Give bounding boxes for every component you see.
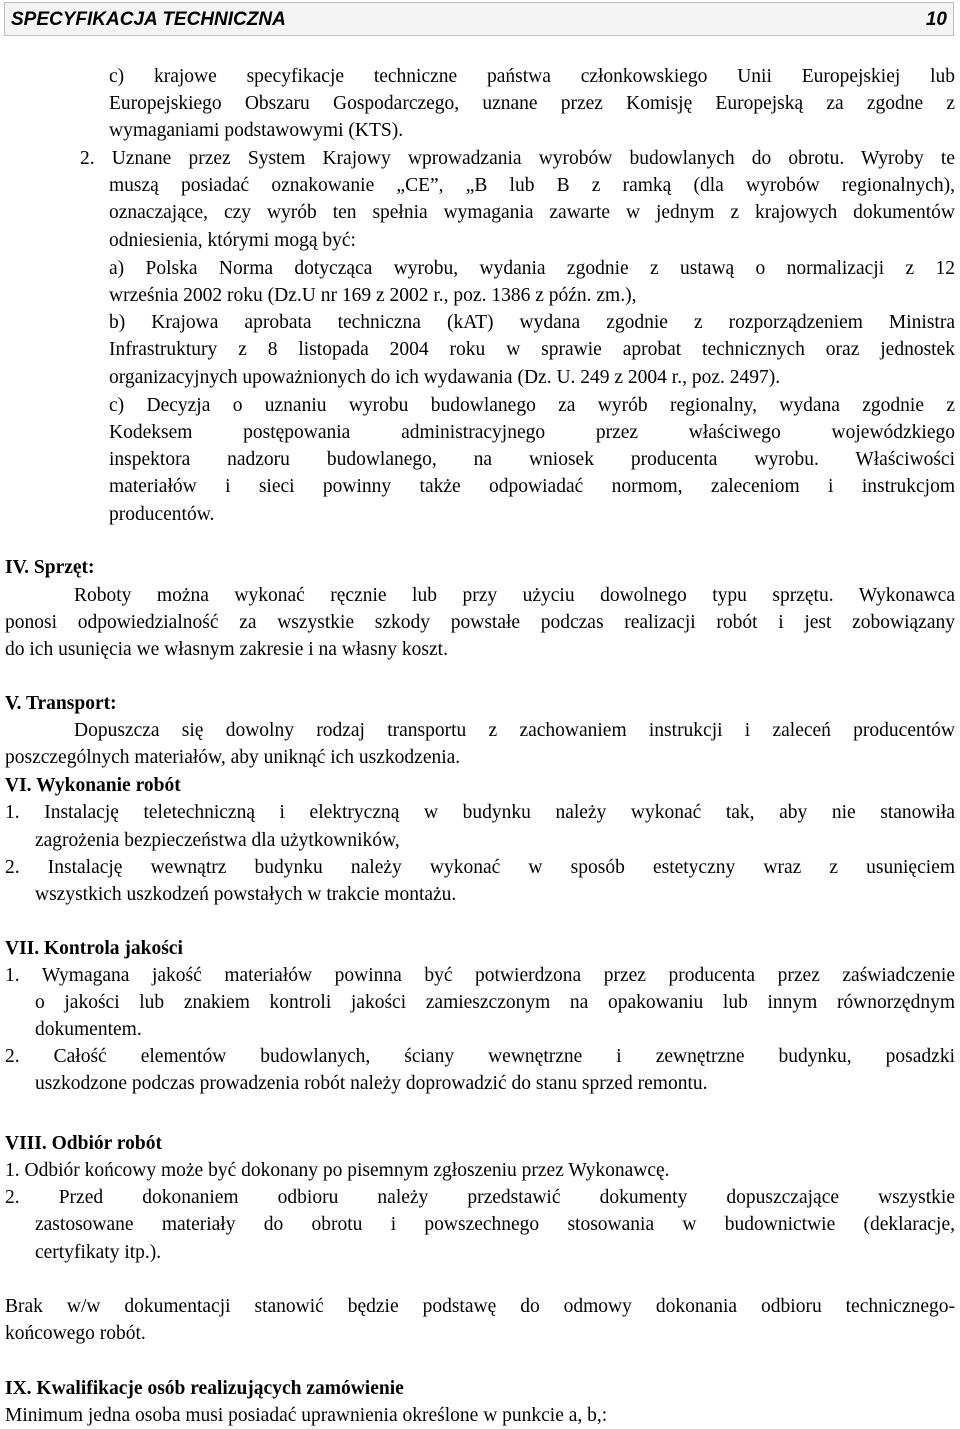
header-title: SPECYFIKACJA TECHNICZNA	[11, 9, 286, 30]
text-line: Dopuszcza się dowolny rodzaj transportu z zachowaniem instrukcji i zaleceń producentów	[74, 720, 955, 741]
text-line: Europejskiego Obszaru Gospodarczego, uznane przez Komisję Europejską za zgodne z	[109, 93, 955, 114]
section-heading: V. Transport:	[5, 693, 117, 714]
text-line: Kodeksem postępowania administracyjnego przez właściwego wojewódzkiego	[109, 422, 955, 443]
text-line: ponosi odpowiedzialność za wszystkie szkody powstałe podczas realizacji robót i jest zobowiązany	[5, 612, 955, 633]
text-line: producentów.	[109, 504, 215, 525]
text-line: dokumentem.	[35, 1019, 142, 1040]
text-line: wymaganiami podstawowymi (KTS).	[109, 120, 404, 141]
text-line: poszczególnych materiałów, aby uniknąć ich uszkodzenia.	[5, 747, 461, 768]
list-item: a) Polska Norma dotycząca wyrobu, wydania zgodnie z ustawą o normalizacji z 12	[109, 258, 955, 279]
list-item: 2. Instalację wewnątrz budynku należy wykonać w sposób estetyczny wraz z usunięciem	[5, 857, 955, 878]
page-header	[4, 2, 954, 36]
text-line: Brak w/w dokumentacji stanowić będzie podstawę do odmowy dokonania odbioru technicznego-	[5, 1296, 955, 1317]
list-item: 1. Instalację teletechniczną i elektryczną w budynku należy wykonać tak, aby nie stanowiła	[5, 802, 955, 823]
section-heading: VIII. Odbiór robót	[5, 1133, 162, 1154]
list-item: 1. Odbiór końcowy może być dokonany po pisemnym zgłoszeniu przez Wykonawcę.	[5, 1160, 670, 1181]
list-item: 2. Całość elementów budowlanych, ściany wewnętrzne i zewnętrzne budynku, posadzki	[5, 1046, 955, 1067]
text-line: 2. Uznane przez System Krajowy wprowadzania wyrobów budowlanych do obrotu. Wyroby te	[80, 148, 955, 169]
text-line: wszystkich uszkodzeń powstałych w trakcie montażu.	[35, 884, 457, 905]
text-line: uszkodzone podczas prowadzenia robót należy doprowadzić do stanu sprzed remontu.	[35, 1073, 708, 1094]
text-line: Minimum jedna osoba musi posiadać uprawnienia określone w punkcie a, b,:	[5, 1405, 608, 1426]
text-line: oznaczające, czy wyrób ten spełnia wymagania zawarte w jednym z krajowych dokumentów	[109, 202, 955, 223]
text-line: o jakości lub znakiem kontroli jakości zamieszczonym na opakowaniu lub innym równorzędnym	[35, 992, 955, 1013]
text-line: muszą posiadać oznakowanie „CE”, „B lub B z ramką (dla wyrobów regionalnych),	[109, 175, 955, 196]
page-number: 10	[925, 9, 947, 30]
text-line: do ich usunięcia we własnym zakresie i na własny koszt.	[5, 639, 448, 660]
text-line: zagrożenia bezpieczeństwa dla użytkowników,	[35, 830, 400, 851]
text-line: odniesienia, którymi mogą być:	[109, 230, 356, 251]
text-line: organizacyjnych upoważnionych do ich wydawania (Dz. U. 249 z 2004 r., poz. 2497).	[109, 367, 781, 388]
text-line: Roboty można wykonać ręcznie lub przy użyciu dowolnego typu sprzętu. Wykonawca	[74, 585, 955, 606]
list-item: 2. Przed dokonaniem odbioru należy przedstawić dokumenty dopuszczające wszystkie	[5, 1187, 955, 1208]
section-heading: VII. Kontrola jakości	[5, 938, 183, 959]
text-line: materiałów i sieci powinny także odpowiadać normom, zaleceniom i instrukcjom	[109, 476, 955, 497]
text-line: certyfikaty itp.).	[35, 1242, 162, 1263]
text-line: września 2002 roku (Dz.U nr 169 z 2002 r., poz. 1386 z późn. zm.),	[109, 285, 637, 306]
text-line: c) krajowe specyfikacje techniczne państwa członkowskiego Unii Europejskiej lub	[109, 66, 955, 87]
list-item: 1. Wymagana jakość materiałów powinna być potwierdzona przez producenta przez zaświadczenie	[5, 965, 955, 986]
text-line: Infrastruktury z 8 listopada 2004 roku w sprawie aprobat technicznych oraz jednostek	[109, 339, 955, 360]
list-item: c) Decyzja o uznaniu wyrobu budowlanego za wyrób regionalny, wydana zgodnie z	[109, 395, 955, 416]
section-heading: IV. Sprzęt:	[5, 557, 95, 578]
text-line: końcowego robót.	[5, 1323, 146, 1344]
section-heading: VI. Wykonanie robót	[5, 775, 181, 796]
text-line: inspektora nadzoru budowlanego, na wniosek producenta wyrobu. Właściwości	[109, 449, 955, 470]
section-heading: IX. Kwalifikacje osób realizujących zamówienie	[5, 1378, 404, 1399]
text-line: zastosowane materiały do obrotu i powszechnego stosowania w budownictwie (deklaracje,	[35, 1214, 955, 1235]
list-item: b) Krajowa aprobata techniczna (kAT) wydana zgodnie z rozporządzeniem Ministra	[109, 312, 955, 333]
